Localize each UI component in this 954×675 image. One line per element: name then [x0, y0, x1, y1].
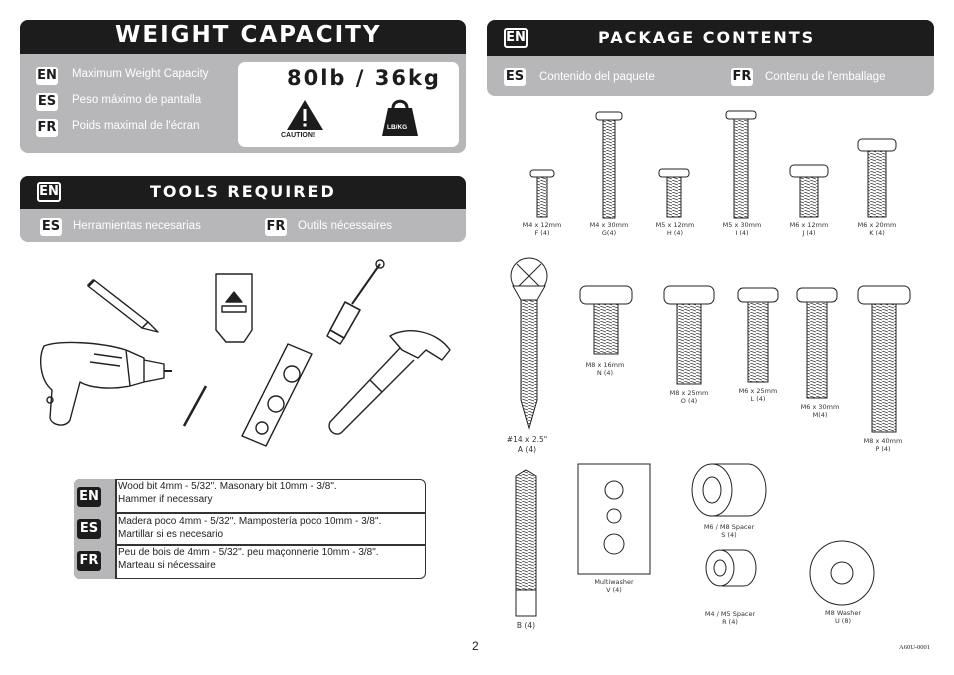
- caption-l: M6 x 25mm L (4): [738, 387, 778, 403]
- spacer-r-icon: [706, 550, 756, 586]
- package-lang-badge-fr: FR: [732, 69, 752, 84]
- page-number: 2: [472, 639, 479, 653]
- screw-f-icon: [530, 170, 554, 217]
- lang-badge-fr: FR: [37, 120, 57, 135]
- weight-label-fr: Poids maximal de l'écran: [72, 120, 200, 132]
- screw-h-icon: [659, 169, 689, 217]
- caption-h: M5 x 12mm H (4): [655, 221, 695, 237]
- caption-b: B (4): [516, 621, 536, 630]
- tools-lang-badge-es: ES: [41, 219, 61, 234]
- bits-fr-line1: Peu de bois de 4mm - 5/32". peu maçonnerie 10mm - 3/8".: [118, 547, 379, 558]
- caption-o: M8 x 25mm O (4): [669, 389, 709, 405]
- lang-badge-en: EN: [37, 68, 57, 83]
- caption-v: Multiwasher V (4): [594, 578, 634, 594]
- bits-es-line2: Martillar si es necesario: [118, 529, 224, 540]
- caption-i: M5 x 30mm I (4): [722, 221, 762, 237]
- package-lang-badge-es: ES: [505, 69, 525, 84]
- caption-k: M6 x 20mm K (4): [857, 221, 897, 237]
- screw-m-icon: [797, 288, 837, 398]
- caption-f: M4 x 12mm F (4): [522, 221, 562, 237]
- washer-u-icon: [810, 541, 874, 605]
- bits-en-line1: Wood bit 4mm - 5/32". Masonary bit 10mm - 3/8".: [118, 481, 337, 492]
- tools-label-es: Herramientas necesarias: [73, 220, 201, 232]
- weight-label-es: Peso máximo de pantalla: [72, 94, 202, 106]
- screw-n-icon: [580, 286, 632, 354]
- wood-screw-a-icon: [511, 258, 547, 428]
- bits-es-line1: Madera poco 4mm - 5/32". Mampostería poco 10mm - 3/8".: [118, 516, 382, 527]
- tools-required-title: TOOLS REQUIRED: [150, 182, 336, 201]
- weight-unit-label: LB/KG: [387, 124, 408, 131]
- tools-lang-badge-fr: FR: [266, 219, 286, 234]
- weight-label-en: Maximum Weight Capacity: [72, 68, 209, 80]
- caption-g: M4 x 30mm G(4): [589, 221, 629, 237]
- screw-g-icon: [596, 112, 622, 218]
- spacer-s-icon: [692, 464, 766, 516]
- bits-lang-badge-es: ES: [77, 519, 101, 539]
- screw-k-icon: [858, 139, 896, 217]
- screw-j-icon: [790, 165, 828, 217]
- caption-j: M6 x 12mm J (4): [789, 221, 829, 237]
- caption-n: M8 x 16mm N (4): [585, 361, 625, 377]
- wall-anchor-b-icon: [516, 470, 536, 616]
- screw-i-icon: [726, 111, 756, 218]
- weight-value: 80lb / 36kg: [287, 66, 441, 90]
- caption-a: #14 x 2.5" A (4): [506, 435, 548, 454]
- package-label-es: Contenido del paquete: [539, 71, 655, 83]
- bits-fr-line2: Marteau si nécessaire: [118, 560, 216, 571]
- caption-u: M8 Washer U (8): [825, 609, 861, 625]
- multiwasher-v-icon: [578, 464, 650, 574]
- bits-lang-badge-en: EN: [77, 487, 101, 507]
- weight-capacity-title: WEIGHT CAPACITY: [115, 22, 382, 48]
- bits-en-line2: Hammer if necessary: [118, 494, 213, 505]
- document-code: A60U-0001: [899, 644, 931, 651]
- package-contents-title: PACKAGE CONTENTS: [598, 28, 816, 47]
- screw-p-icon: [858, 286, 910, 432]
- screw-l-icon: [738, 288, 778, 382]
- bits-lang-badge-fr: FR: [77, 551, 101, 571]
- caution-label: CAUTION!: [281, 132, 316, 139]
- lang-badge-es: ES: [37, 94, 57, 109]
- tools-lang-badge-en: EN: [37, 182, 61, 202]
- package-lang-badge-en: EN: [504, 28, 528, 48]
- caption-m: M6 x 30mm M(4): [800, 403, 840, 419]
- tools-label-fr: Outils nécessaires: [298, 220, 392, 232]
- caption-r: M4 / M5 Spacer R (4): [704, 610, 756, 626]
- caption-p: M8 x 40mm P (4): [863, 437, 903, 453]
- caption-s: M6 / M8 Spacer S (4): [703, 523, 755, 539]
- screw-o-icon: [664, 286, 714, 384]
- package-label-fr: Contenu de l'emballage: [765, 71, 886, 83]
